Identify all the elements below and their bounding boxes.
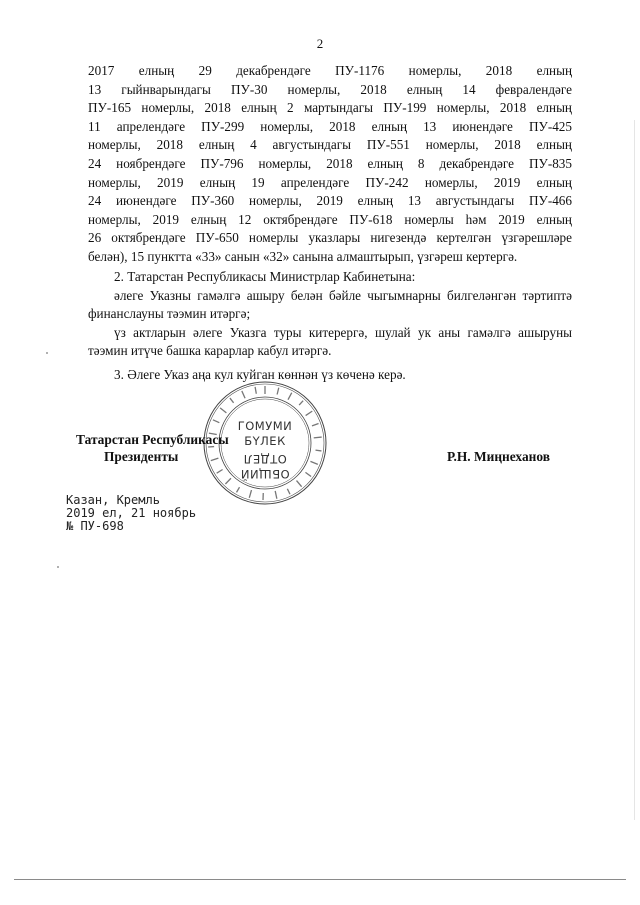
decree-item-2 [88, 268, 572, 361]
decree-item-3: 3. Әлеге Указ аңа кул куйган көннән үз көченә керә. [114, 367, 406, 382]
signatory-name: Р.Н. Миңнеханов [447, 449, 550, 464]
paragraph-line: 24 ноябрендәге ПУ-796 номерлы, 2018 елның 8 декабрендәге ПУ-835 [88, 155, 572, 171]
page-number: 2 [316, 36, 324, 51]
paragraph-line: 26 октябрендәге ПУ-650 номерлы указлары нигезендә кертелгән үзгәрешләре [88, 230, 572, 246]
item-2-subclause-b: үз актларын әлеге Указга туры китерергә, шулай ук аны гамәлгә ашыруны тәэмин итүче башка карарлар кабул итәргә. [88, 324, 572, 359]
stamp-text-line1: ГОМУМИ [237, 419, 293, 433]
item-2-heading: 2. Татарстан Республикасы Министрлар Кабинетына: [114, 269, 416, 284]
paragraph-line: 13 гыйнварындагы ПУ-30 номерлы, 2018 елның 14 февралендәге [88, 81, 572, 97]
stamp-text-line3: ОБЩИЙ [240, 467, 290, 481]
signatory-title-line2: Президенты [104, 449, 179, 464]
page-bottom-rule [14, 879, 626, 880]
paragraph-line: номерлы, 2019 елның 12 октябрендәге ПУ-618 номерлы һәм 2019 елның [88, 211, 572, 227]
place-date-number-block [66, 494, 196, 533]
scan-edge-shadow [634, 120, 635, 820]
paragraph-line: номерлы, 2019 елның 19 апрелендәге ПУ-242 номерлы, 2019 елның [88, 174, 572, 190]
paragraph-line: 2017 елның 29 декабрендәге ПУ-1176 номерлы, 2018 елның [88, 63, 572, 78]
item-2-subclause-a: әлеге Указны гамәлгә ашыру белән бәйле чыгымнарны билгеләнгән тәртиптә финанслауны тәэмин итәргә; [88, 287, 572, 322]
paragraph-line: белән), 15 пунктта «33» санын «32» санына алмаштырып, үзгәреш кертергә. [88, 248, 518, 264]
place-line: Казан, Кремль [66, 493, 160, 507]
signatory-title [76, 431, 229, 465]
date-line: 2019 ел, 21 ноябрь [66, 506, 197, 520]
signatory-title-line1: Татарстан Республикасы [76, 432, 229, 447]
stamp-text-line2: БҮЛЕК [244, 434, 286, 448]
scan-speck [46, 352, 48, 354]
decree-number-line: № ПУ-698 [66, 519, 124, 533]
decree-continuation-paragraph [88, 62, 572, 267]
paragraph-line: ПУ-165 номерлы, 2018 елның 2 мартындагы ПУ-199 номерлы, 2018 елның [88, 100, 572, 116]
paragraph-line: номерлы, 2018 елның 4 августындагы ПУ-551 номерлы, 2018 елның [88, 137, 572, 153]
paragraph-line: 24 июнендәге ПУ-360 номерлы, 2019 елның 13 августындагы ПУ-466 [88, 193, 572, 209]
scan-speck [57, 566, 59, 568]
paragraph-line: 11 апрелендәге ПУ-299 номерлы, 2018 елның 13 июнендәге ПУ-425 [88, 118, 572, 134]
stamp-text-line4: ОТДЕЛ [243, 452, 287, 466]
